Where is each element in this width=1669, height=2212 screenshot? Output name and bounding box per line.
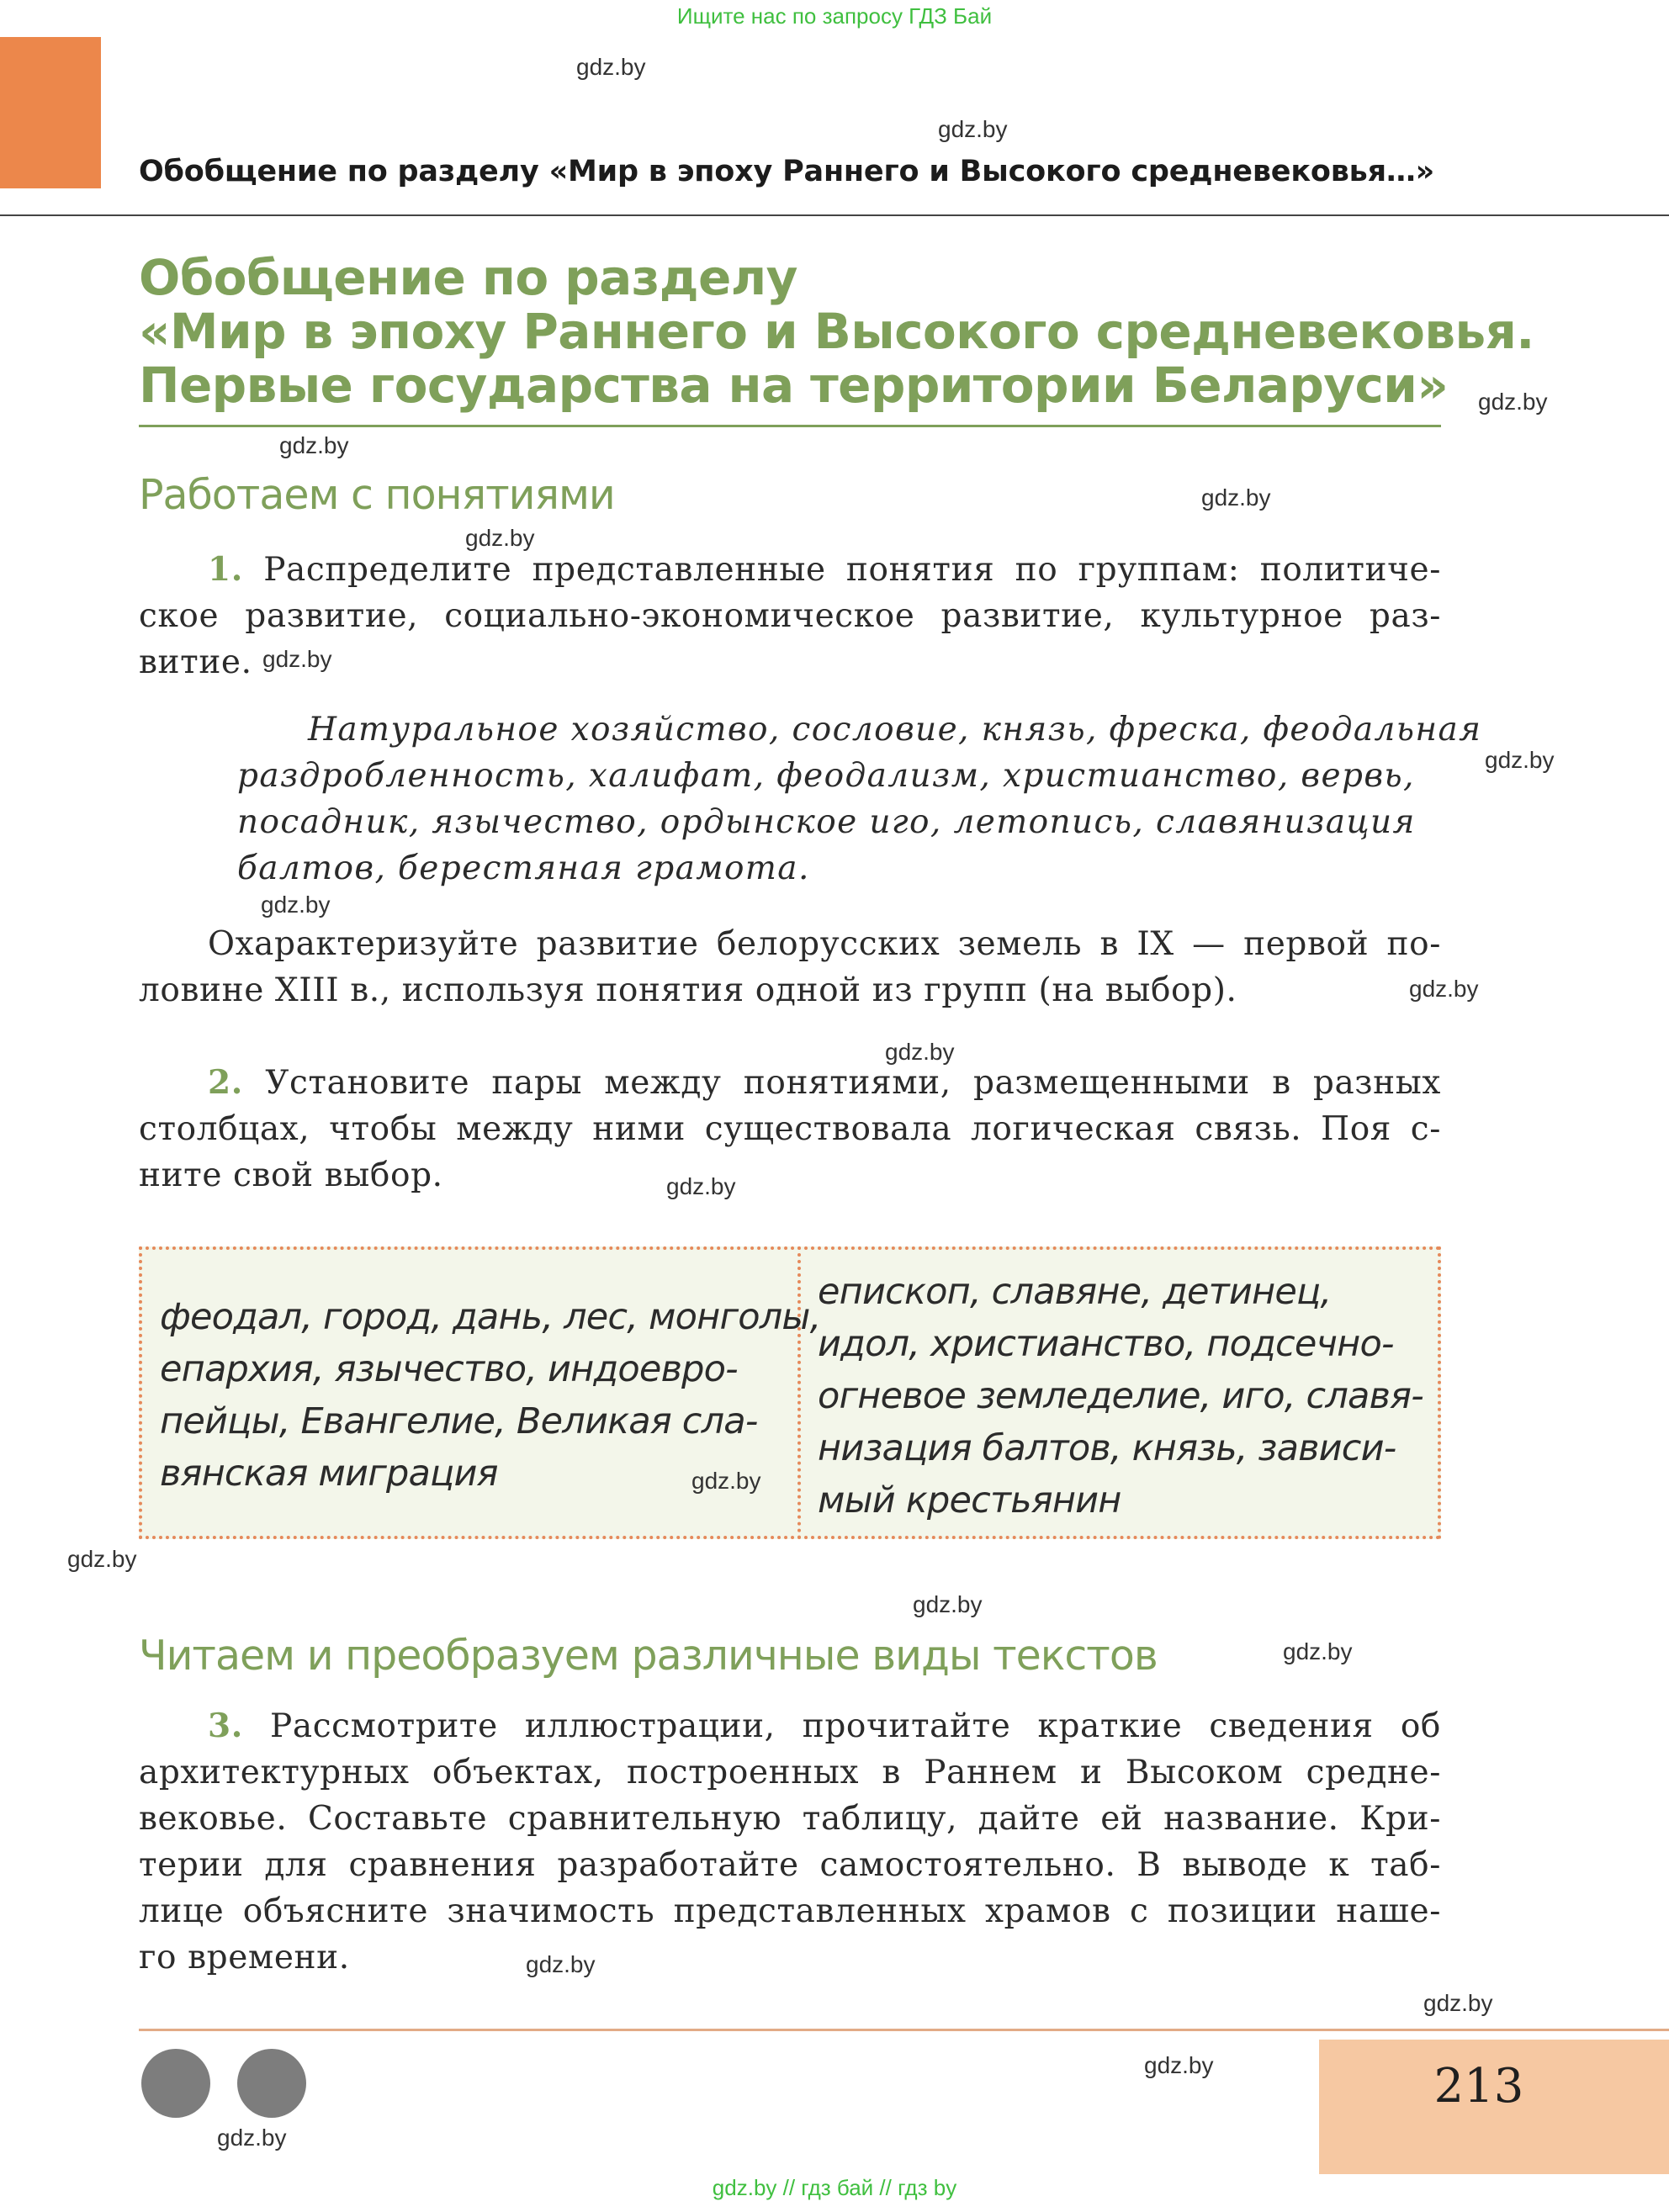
task-3-number: 3. — [208, 1707, 243, 1745]
terms-line-3: посадник, язычество, ордынское иго, летопись, славянизация — [237, 803, 1416, 841]
task-3-line-5: лице объясните значимость представленных храмов с позиции наше- — [139, 1892, 1441, 1930]
task-1-number: 1. — [208, 550, 243, 589]
watermark: gdz.by — [1409, 976, 1479, 1002]
task-3-line-3: вековье. Составьте сравнительную таблицу, дайте ей название. Кри- — [139, 1800, 1441, 1838]
task-3-line-1: Рассмотрите иллюстрации, прочитайте краткие сведения об — [270, 1707, 1441, 1745]
left-term-line-4: вянская миграция — [160, 1453, 498, 1495]
task-2-number: 2. — [208, 1063, 243, 1102]
section-heading-texts: Читаем и преобразуем различные виды текстов — [139, 1632, 1158, 1680]
title-line-3: Первые государства на территории Беларуси» — [139, 357, 1449, 414]
section-heading-concepts: Работаем с понятиями — [139, 471, 615, 519]
terms-list — [237, 706, 1481, 892]
watermark: gdz.by — [217, 2125, 287, 2151]
right-term-line-1: епископ, славяне, детинец, — [818, 1271, 1332, 1313]
left-term-line-3: пейцы, Евангелие, Великая сла- — [160, 1400, 758, 1442]
task-3-line-6: го времени. — [139, 1939, 350, 1977]
watermark: gdz.by — [1485, 747, 1555, 773]
watermark: gdz.by — [913, 1591, 983, 1617]
terms-line-1: Натуральное хозяйство, сословие, князь, фреска, феодальная — [308, 711, 1482, 749]
terms-line-2: раздробленность, халифат, феодализм, христианство, вервь, — [237, 757, 1415, 795]
right-term-line-4: низация балтов, князь, зависи- — [818, 1427, 1396, 1469]
task-1-line-2: ское развитие, социально-экономическое развитие, культурное раз- — [139, 597, 1441, 635]
watermark: gdz.by — [576, 54, 646, 80]
right-term-line-2: идол, христианство, подсечно- — [818, 1323, 1394, 1365]
watermark: gdz.by — [691, 1468, 761, 1494]
followup-line-2: ловине XIII в., используя понятия одной из групп (на выбор). — [139, 971, 1237, 1009]
header-rule — [0, 214, 1669, 216]
left-term-line-2: епархия, язычество, индоевро- — [160, 1348, 738, 1390]
watermark: gdz.by — [262, 646, 332, 672]
left-term-line-1: феодал, город, дань, лес, монголы, — [160, 1296, 821, 1338]
right-term-line-5: мый крестьянин — [818, 1479, 1121, 1521]
followup-line-1: Охарактеризуйте развитие белорусских земель в IX — первой по- — [208, 925, 1441, 963]
footer-rule — [139, 2029, 1669, 2031]
watermark: gdz.by — [1423, 1990, 1493, 2016]
task-3-line-2: архитектурных объектах, построенных в Раннем и Высоком средне- — [139, 1754, 1441, 1791]
orange-section-tab — [0, 37, 101, 188]
watermark: gdz.by — [261, 892, 331, 918]
title-underline — [139, 425, 1441, 427]
task-1-followup — [139, 921, 1441, 1013]
task-1-line-3: витие. — [139, 643, 252, 681]
watermark: gdz.by — [1201, 484, 1271, 511]
watermark: gdz.by — [279, 432, 349, 458]
title-line-2: «Мир в эпоху Раннего и Высокого средневековья. — [139, 303, 1534, 360]
task-1-text — [139, 547, 1441, 685]
task-2-line-3: ните свой выбор. — [139, 1156, 443, 1194]
watermark: gdz.by — [1144, 2052, 1214, 2078]
right-term-line-3: огневое земледелие, иго, славя- — [818, 1375, 1423, 1417]
watermark: gdz.by — [938, 116, 1008, 142]
task-2-line-1: Установите пары между понятиями, размещенными в разных — [265, 1064, 1441, 1102]
circle-marker-icon — [141, 2049, 210, 2118]
watermark: gdz.by — [465, 525, 535, 551]
running-head: Обобщение по разделу «Мир в эпоху Раннего и Высокого средневековья…» — [139, 155, 1435, 188]
watermark: gdz.by — [526, 1951, 596, 1977]
task-2-text — [139, 1060, 1441, 1199]
page-number: 213 — [1433, 2059, 1524, 2114]
watermark: gdz.by — [1283, 1638, 1353, 1664]
terms-line-4: балтов, берестяная грамота. — [237, 849, 810, 887]
task-3-text — [139, 1703, 1441, 1981]
task-3-line-4: терии для сравнения разработайте самостоятельно. В выводе к таб- — [139, 1846, 1441, 1884]
circle-marker-icon — [237, 2049, 306, 2118]
title-line-1: Обобщение по разделу — [139, 249, 797, 306]
task-2-line-2: столбцах, чтобы между ними существовала логическая связь. Поя с- — [139, 1110, 1441, 1148]
footer-links[interactable]: gdz.by // гдз бай // гдз by — [712, 2175, 957, 2200]
task-1-line-1: Распределите представленные понятия по группам: политиче- — [263, 551, 1441, 589]
watermark: gdz.by — [885, 1039, 955, 1065]
top-banner-link[interactable]: Ищите нас по запросу ГДЗ Бай — [676, 3, 993, 29]
watermark: gdz.by — [666, 1173, 736, 1199]
pairs-right-column — [818, 1266, 1423, 1527]
watermark: gdz.by — [67, 1546, 137, 1572]
watermark: gdz.by — [1478, 389, 1548, 415]
